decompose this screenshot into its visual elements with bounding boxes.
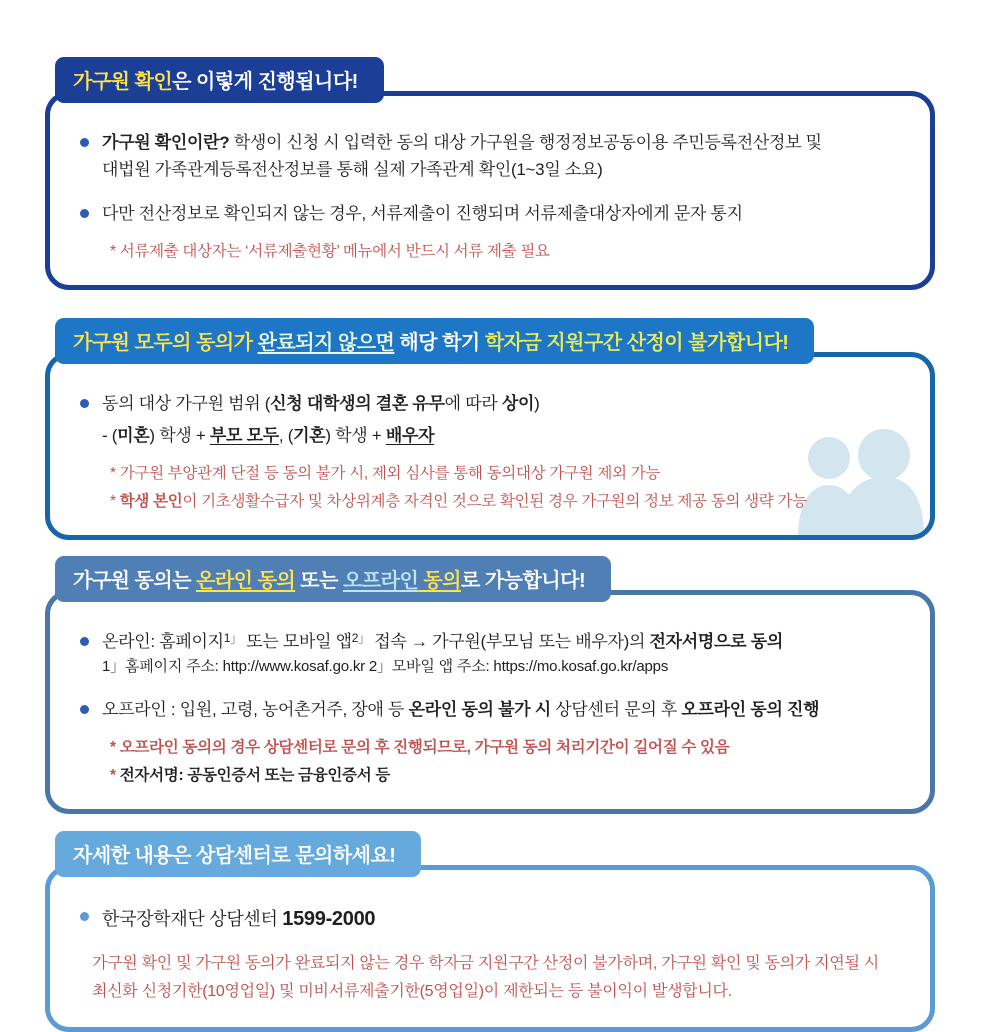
text-segment: , ( [278, 426, 294, 446]
text-segment: 또는 모바일 앱 [241, 632, 352, 652]
bullet-text [102, 629, 783, 655]
section-header-contact-center [55, 831, 421, 877]
text-segment: 에 따라 [444, 393, 502, 413]
section-contact-center [45, 831, 935, 1032]
bullet-text [102, 391, 540, 417]
text-segment: * 가구원 부양관계 단절 등 동의 불가 시, 제외 심사를 통해 동의대상 가구원 제외 가능 [110, 464, 661, 482]
text-segment: ) [534, 393, 540, 413]
text-segment: 로 가능합니다! [460, 570, 586, 593]
note-line [80, 736, 904, 759]
text-segment: 학자금 지원구간 산정이 불가합니다! [484, 331, 789, 354]
text-segment: 온라인 동의 불가 시 [408, 700, 551, 720]
text-segment: 배우자 [385, 426, 435, 446]
text-segment: * [110, 493, 120, 510]
text-segment: 미혼 [117, 426, 150, 446]
text-segment: 2」 [351, 631, 370, 646]
bullet-text [102, 904, 375, 934]
section-online-offline-consent [45, 556, 935, 814]
sub-line [80, 656, 904, 679]
text-segment: 대법원 가족관계등록전산정보를 통해 실제 가족관계 확인(1~3일 소요) [102, 159, 603, 179]
text-segment: 상이 [501, 393, 535, 413]
section-box-consent-required-warning [45, 352, 935, 541]
bullet-line [80, 697, 904, 723]
text-segment: 학생 본인 [119, 493, 183, 510]
bullet-dot-icon [80, 399, 89, 408]
text-segment: 가구원 확인 [73, 71, 173, 93]
bullet-dot-icon [80, 912, 89, 921]
text-segment: 가구원 확인이란? [102, 133, 230, 152]
text-segment: 오프라인 동의 진행 [681, 700, 820, 720]
text-segment: * 서류제출 대상자는 ‘서류제출현황’ 메뉴에서 반드시 서류 제출 필요 [110, 242, 550, 260]
note-line [80, 240, 904, 263]
text-segment: 은 이렇게 진행됩니다! [172, 71, 358, 93]
text-segment: 오프라인 [342, 570, 419, 593]
text-segment: 또는 [295, 570, 343, 593]
bullet-dot-icon [80, 705, 89, 714]
continuation-line [80, 157, 904, 183]
bullet-dot-icon [80, 138, 89, 147]
text-segment: 이 기초생활수급자 및 차상위계층 자격인 것으로 확인된 경우 가구원의 정보 제공 동의 생략 가능 [182, 493, 807, 510]
section-header-online-offline-consent [55, 556, 611, 602]
bullet-line [80, 904, 904, 934]
text-segment: * [110, 767, 120, 784]
text-segment: 완료되지 않으면 [257, 331, 395, 354]
section-box-household-verification-process [45, 91, 935, 290]
text-segment: 자세한 내용은 상담센터로 문의하세요! [73, 845, 396, 868]
text-segment: ) 학생 + [149, 426, 210, 446]
text-segment: 전자서명: 공동인증서 또는 금융인증서 등 [119, 767, 391, 784]
text-segment: 1599-2000 [282, 908, 376, 931]
section-header-household-verification-process [55, 57, 384, 103]
bullet-line [80, 201, 904, 227]
text-segment: ) 학생 + [325, 426, 386, 446]
bullet-dot-icon [80, 637, 89, 646]
text-segment: 기혼 [293, 426, 326, 446]
paragraph-line [80, 951, 904, 977]
text-segment: 1」 [223, 631, 242, 646]
bullet-line [80, 629, 904, 655]
text-segment: 동의 [418, 570, 461, 593]
bullet-line [80, 391, 904, 417]
paragraph-line [80, 979, 904, 1005]
bullet-dot-icon [80, 209, 89, 218]
section-box-contact-center [45, 865, 935, 1032]
note-line [80, 462, 904, 485]
bullet-text [102, 697, 819, 723]
section-header-consent-required-warning [55, 318, 814, 364]
text-segment: 동의 대상 가구원 범위 ( [102, 393, 271, 413]
bullet-text [102, 201, 743, 227]
text-segment: 1」홈페이지 주소: http://www.kosaf.go.kr 2」모바일 앱 주소: https://mo.kosaf.go.kr/apps [102, 657, 669, 675]
text-segment: - ( [102, 426, 118, 446]
text-segment: 다만 전산정보로 확인되지 않는 경우, 서류제출이 진행되며 서류제출대상자에게 문자 통지 [102, 204, 743, 223]
section-household-verification-process [45, 57, 935, 290]
text-segment: 한국장학재단 상담센터 [102, 909, 283, 930]
section-consent-required-warning [45, 318, 935, 541]
text-segment: 접속 → 가구원(부모님 또는 배우자)의 [369, 632, 650, 652]
text-segment: 오프라인 : 입원, 고령, 농어촌거주, 장애 등 [102, 700, 409, 720]
text-segment: 최신화 신청기한(10영업일) 및 미비서류제출기한(5영업일)이 제한되는 등 불이익이 발생합니다. [92, 982, 732, 1000]
text-segment: 가구원 모두의 동의가 [73, 331, 258, 354]
text-segment: 신청 대학생의 결혼 유무 [270, 393, 445, 413]
text-segment: 가구원 확인 및 가구원 동의가 완료되지 않는 경우 학자금 지원구간 산정이 불가하며, 가구원 확인 및 동의가 지연될 시 [92, 955, 879, 973]
bullet-text [102, 130, 822, 156]
text-segment: 가구원 동의는 [73, 570, 197, 593]
text-segment: 부모 모두 [209, 426, 279, 446]
text-segment: 온라인 동의 [196, 570, 296, 593]
dash-line [80, 423, 904, 449]
text-segment: 학생이 신청 시 입력한 동의 대상 가구원을 행정정보공동이용 주민등록전산정보 및 [229, 133, 822, 152]
note-line [80, 490, 904, 513]
text-segment: 상담센터 문의 후 [550, 700, 682, 720]
text-segment: 온라인: 홈페이지 [102, 632, 224, 652]
bullet-line [80, 130, 904, 156]
text-segment: * 오프라인 동의의 경우 상담센터로 문의 후 진행되므로, 가구원 동의 처리기간이 길어질 수 있음 [110, 738, 730, 756]
note-line [80, 764, 904, 787]
text-segment: 해당 학기 [394, 331, 485, 354]
text-segment: 전자서명으로 동의 [649, 632, 783, 652]
section-box-online-offline-consent [45, 590, 935, 814]
